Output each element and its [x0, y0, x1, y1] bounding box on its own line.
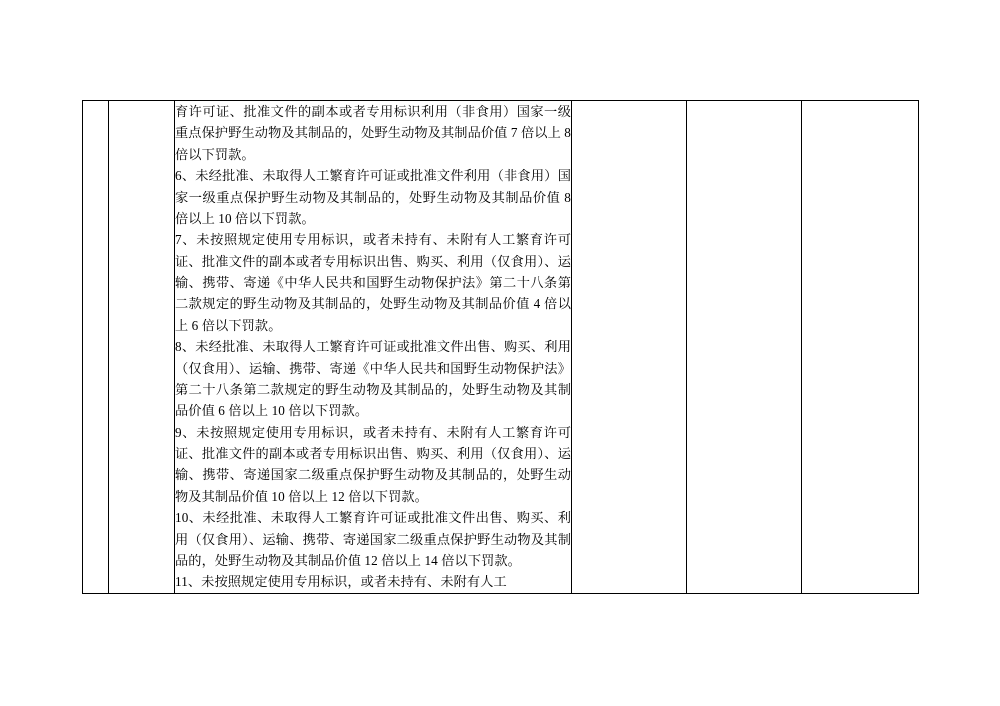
penalty-paragraph: 9、未按照规定使用专用标识，或者未持有、未附有人工繁育许可证、批准文件的副本或者专用标识出售、购买、利用（仅食用）、运输、携带、寄递国家二级重点保护野生动物及其制品的，处野生动物及其制品价值 10 倍以上 12 倍以下罚款。: [175, 424, 571, 504]
penalty-paragraph: 10、未经批准、未取得人工繁育许可证或批准文件出售、购买、利用（仅食用）、运输、携带、寄递国家二级重点保护野生动物及其制品的，处野生动物及其制品价值 12 倍以上 14 倍以下罚款。: [175, 510, 571, 568]
table-cell-penalty-standards: [175, 101, 572, 594]
table-cell-legal-basis: [572, 101, 687, 594]
table-cell-authority: [687, 101, 802, 594]
table-row: [83, 101, 919, 594]
table-cell-index: [83, 101, 109, 594]
penalty-paragraph: 8、未经批准、未取得人工繁育许可证或批准文件出售、购买、利用（仅食用）、运输、携带、寄递《中华人民共和国野生动物保护法》第二十八条第二款规定的野生动物及其制品的，处野生动物及其制品价值 6 倍以上 10 倍以下罚款。: [175, 339, 571, 419]
regulation-table: [82, 100, 919, 594]
table-cell-remarks: [802, 101, 919, 594]
penalty-paragraph: 6、未经批准、未取得人工繁育许可证或批准文件利用（非食用）国家一级重点保护野生动物及其制品的，处野生动物及其制品价值 8 倍以上 10 倍以下罚款。: [175, 168, 571, 226]
penalty-paragraph: 7、未按照规定使用专用标识，或者未持有、未附有人工繁育许可证、批准文件的副本或者专用标识出售、购买、利用（仅食用）、运输、携带、寄递《中华人民共和国野生动物保护法》第二十八条第二款规定的野生动物及其制品的，处野生动物及其制品价值 4 倍以上 6 倍以下罚款。: [175, 232, 571, 333]
table-cell-item-name: [109, 101, 175, 594]
penalty-paragraph: 育许可证、批准文件的副本或者专用标识利用（非食用）国家一级重点保护野生动物及其制品的，处野生动物及其制品价值 7 倍以上 8 倍以下罚款。: [175, 104, 571, 162]
penalty-paragraph: 11、未按照规定使用专用标识，或者未持有、未附有人工: [175, 574, 507, 590]
